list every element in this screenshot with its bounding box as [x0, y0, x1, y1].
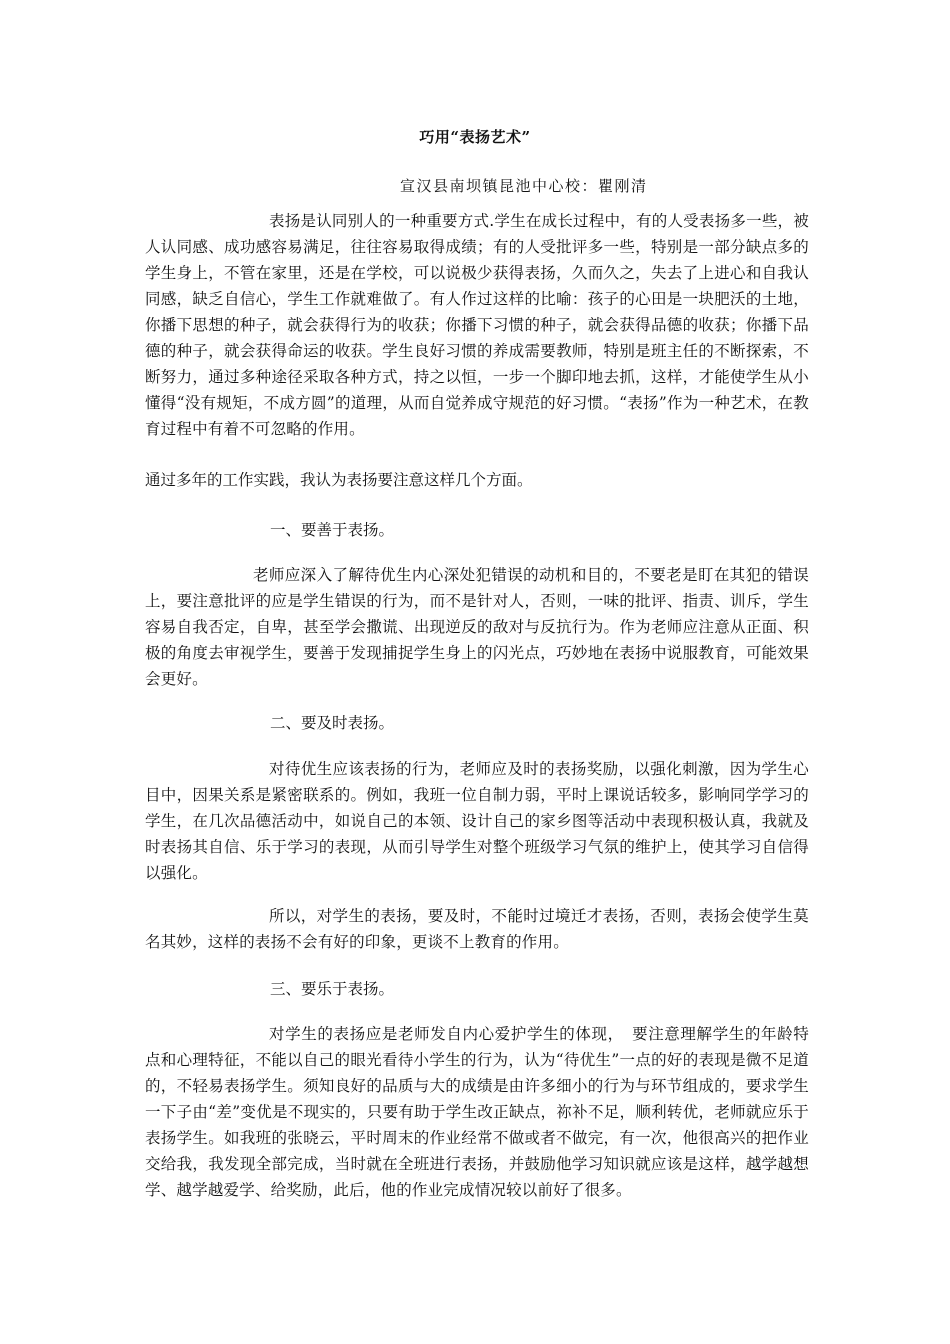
section1-paragraph: 老师应深入了解待优生内心深处犯错误的动机和目的，不要老是盯在其犯的错误上，要注意批评的应是学生错误的行为，而不是针对人，否则，一味的批评、指责、训斥，学生容易自我否定，自卑，甚至学会撒谎、出现逆反的敌对与反抗行为。作为老师应注意从正面、积极的角度去审视学生，要善于发现捕捉学生身上的闪光点，巧妙地在表扬中说服教育，可能效果会更好。 — [145, 566, 809, 688]
author-line: 宣汉县南坝镇昆池中心校：瞿刚清 — [400, 177, 648, 195]
section3-paragraph: 对学生的表扬应是老师发自内心爱护学生的体现， 要注意理解学生的年龄特点和心理特征，不能以自己的眼光看待小学生的行为，认为“待优生”一点的好的表现是微不足道的，不轻易表扬学生。须知良好的品质与大的成绩是由许多细小的行为与环节组成的，要求学生一下子由“差”变优是不现实的，只要有助于学生改正缺点，祢补不足，顺利转优，老师就应乐于表扬学生。如我班的张晓云，平时周末的作业经常不做或者不做完，有一次，他很高兴的把作业交给我，我发现全部完成，当时就在全班进行表扬，并鼓励他学习知识就应该是这样，越学越想学、越学越爱学、给奖励，此后，他的作业完成情况较以前好了很多。 — [145, 1025, 809, 1199]
section2-paragraph-2: 所以，对学生的表扬，要及时，不能时过境迁才表扬，否则，表扬会使学生莫名其妙，这样的表扬不会有好的印象，更谈不上教育的作用。 — [145, 907, 809, 951]
section3-heading: 三、要乐于表扬。 — [270, 980, 395, 998]
document-title: 巧用“表扬艺术” — [419, 128, 531, 146]
section2-heading: 二、要及时表扬。 — [270, 714, 395, 732]
overview-line: 通过多年的工作实践，我认为表扬要注意这样几个方面。 — [145, 471, 533, 489]
intro-paragraph: 表扬是认同别人的一种重要方式.学生在成长过程中，有的人受表扬多一些，被人认同感、成功感容易满足，往往容易取得成绩；有的人受批评多一些，特别是一部分缺点多的学生身上，不管在家里，还是在学校，可以说极少获得表扬，久而久之，失去了上进心和自我认同感，缺乏自信心，学生工作就难做了。有人作过这样的比喻：孩子的心田是一块肥沃的土地，你播下思想的种子，就会获得行为的收获；你播下习惯的种子，就会获得品德的收获；你播下品德的种子，就会获得命运的收获。学生良好习惯的养成需要教师，特别是班主任的不断探索，不断努力，通过多种途径采取各种方式，持之以恒，一步一个脚印地去抓，这样，才能使学生从小懂得“没有规矩，不成方圆”的道理，从而自觉养成守规范的好习惯。“表扬”作为一种艺术，在教育过程中有着不可忽略的作用。 — [145, 212, 809, 438]
section2-paragraph-1: 对待优生应该表扬的行为，老师应及时的表扬奖励，以强化刺激，因为学生心目中，因果关系是紧密联系的。例如，我班一位自制力弱，平时上课说话较多，影响同学学习的学生，在几次品德活动中，如说自己的本领、设计自己的家乡图等活动中表现积极认真，我就及时表扬其自信、乐于学习的表现，从而引导学生对整个班级学习气氛的维护上，使其学习自信得以强化。 — [145, 760, 809, 882]
section1-heading: 一、要善于表扬。 — [270, 521, 395, 539]
